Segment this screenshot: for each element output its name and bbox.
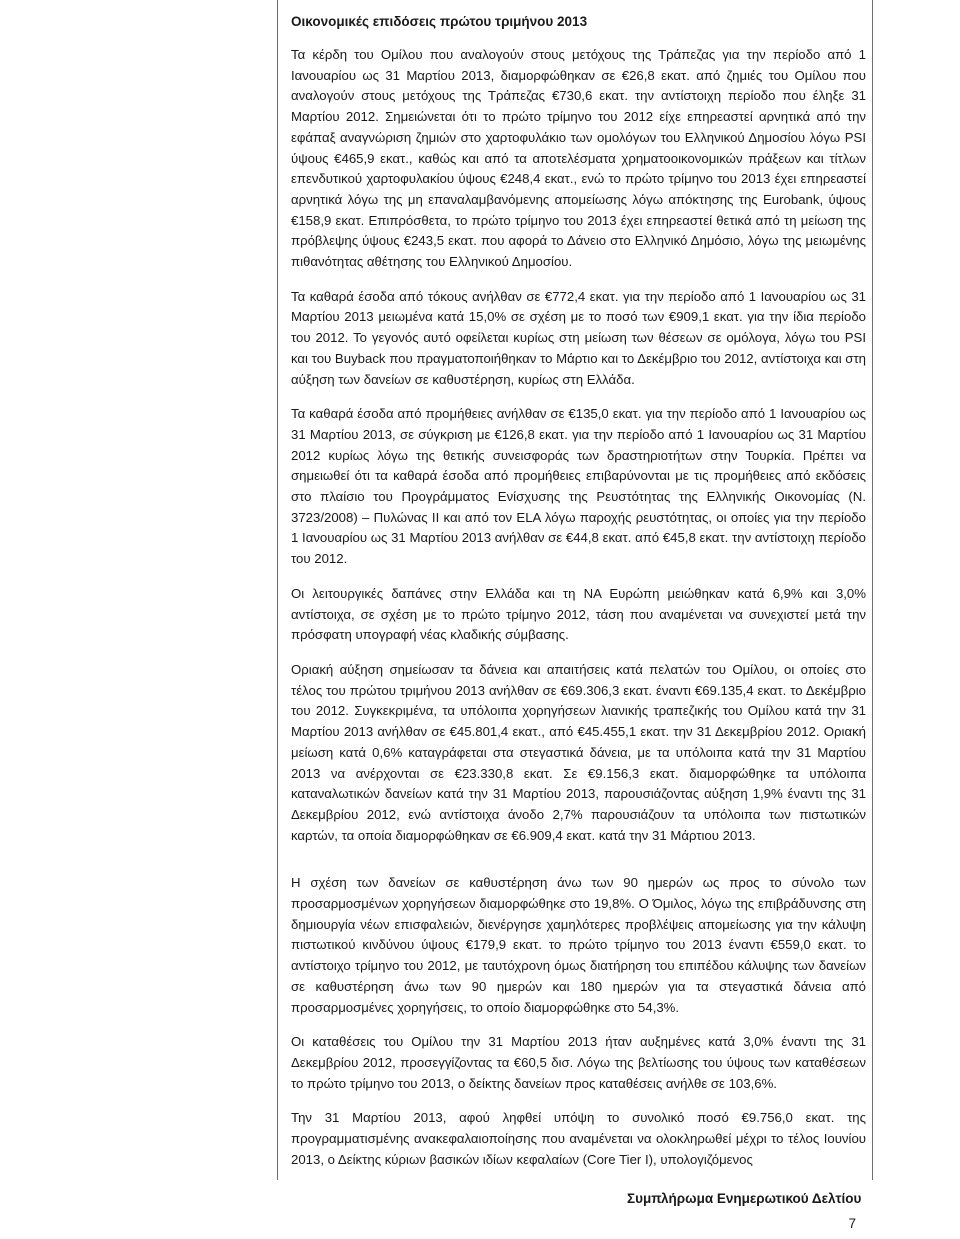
paragraph-capital: Την 31 Μαρτίου 2013, αφού ληφθεί υπόψη το συνολικό ποσό €9.756,0 εκατ. της προγραμματισμένης ανακεφαλαιοποίησης που αναμένεται να ολοκληρωθεί μέχρι το τέλος Ιουνίου 2013, ο Δείκτης κύριων βασικών ιδίων κεφαλαίων (Core Tier I), υπολογιζόμενος [291, 1110, 866, 1167]
paragraph-profits: Τα κέρδη του Ομίλου που αναλογούν στους μετόχους της Τράπεζας για την περίοδο από 1 Ιανουαρίου ως 31 Μαρτίου 2013, διαμορφώθηκαν σε €26,8 εκατ. από ζημιές του Ομίλου που αναλογούν στους μετόχους της Τράπεζας €730,6 εκατ. την αντίστοιχη περίοδο που έληξε 31 Μαρτίου 2012. Σημειώνεται ότι το πρώτο τρίμηνο του 2012 είχε επηρεαστεί αρνητικά από την εφάπαξ αναγνώριση ζημιών στο χαρτοφυλάκιο των ομολόγων του Ελληνικού Δημοσίου λόγω PSI ύψους €465,9 εκατ., καθώς και από τα αποτελέσματα χρηματοοικονομικών πράξεων και τίτλων επενδυτικού χαρτοφυλακίου ύψους €248,4 εκατ., ενώ το πρώτο τρίμηνο του 2013 έχει επηρεαστεί αρνητικά λόγω της μη επαναλαμβανόμενης απομείωσης λόγω απόκτησης της Eurobank, ύψους €158,9 εκατ. Επιπρόσθετα, το πρώτο τρίμηνο του 2013 έχει επηρεαστεί θετικά από τη μείωση της πρόβλεψης ύψους €243,5 εκατ. που αφορά το Δάνειο στο Ελληνικό Δημόσιο, λόγω της μειωμένης πιθανότητας αθέτησης του Ελληνικού Δημοσίου. [291, 47, 866, 270]
section-heading: Οικονομικές επιδόσεις πρώτου τριμήνου 2013 [291, 14, 588, 29]
paragraph-deposits: Οι καταθέσεις του Ομίλου την 31 Μαρτίου 2013 ήταν αυξημένες κατά 3,0% έναντι της 31 Δεκεμβρίου 2012, προσεγγίζοντας τα €60,5 δισ. Λόγω της βελτίωσης του ύψους των καταθέσεων το πρώτο τρίμηνο του 2013, ο δείκτης δανείων προς καταθέσεις ανήλθε σε 103,6%. [291, 1034, 866, 1091]
page-border-left [277, 0, 278, 1180]
paragraph-net-interest-income: Τα καθαρά έσοδα από τόκους ανήλθαν σε €772,4 εκατ. για την περίοδο από 1 Ιανουαρίου ως 31 Μαρτίου 2013 μειωμένα κατά 15,0% σε σχέση με το ποσό των €909,1 εκατ. για την ίδια περίοδο του 2012. Το γεγονός αυτό οφείλεται κυρίως στη μείωση των θέσεων σε ομόλογα, λόγω του PSI και του Buyback που πραγματοποιήθηκαν το Μάρτιο και το Δεκέμβριο του 2012, αντίστοιχα και στη αύξηση των δανείων σε καθυστέρηση, κυρίως στη Ελλάδα. [291, 288, 866, 387]
page-border-right [872, 0, 873, 1180]
footer-title: Συμπλήρωμα Ενημερωτικού Δελτίου [627, 1191, 862, 1206]
paragraph-operating-expenses: Οι λειτουργικές δαπάνες στην Ελλάδα και τη ΝΑ Ευρώπη μειώθηκαν κατά 6,9% και 3,0% αντίστοιχα, σε σχέση με το πρώτο τρίμηνο 2012, τάση που αναμένεται να συνεχιστεί μετά την πρόσφατη υπογραφή νέας κλαδικής σύμβασης. [291, 585, 866, 643]
document-body [291, 12, 866, 1184]
page-number: 7 [848, 1216, 856, 1231]
paragraph-loans: Οριακή αύξηση σημείωσαν τα δάνεια και απαιτήσεις κατά πελατών του Ομίλου, οι οποίες στο τέλος του πρώτου τριμήνου 2013 ανήλθαν σε €69.306,3 εκατ. έναντι €69.135,4 εκατ. το Δεκέμβριο του 2012. Συγκεκριμένα, τα υπόλοιπα χορηγήσεων λιανικής τραπεζικής του Ομίλου κατά την 31 Μαρτίου 2013 ανήλθαν σε €45.801,4 εκατ., από €45.455,1 εκατ. την 31 Δεκεμβρίου 2012. Οριακή μείωση κατά 0,6% καταγράφεται στα στεγαστικά δάνεια, με τα υπόλοιπα κατά την 31 Μαρτίου 2013 να ανέρχονται σε €23.330,8 εκατ. Σε €9.156,3 εκατ. διαμορφώθηκε τα υπόλοιπα καταναλωτικών δανείων κατά την 31 Μαρτίου 2013, παρουσιάζοντας αύξηση 1,9% έναντι της 31 Δεκεμβρίου 2012, ενώ αντίστοιχα άνοδο 2,7% παρουσιάζουν τα υπόλοιπα των πιστωτικών καρτών, τα οποία διαμορφώθηκαν σε €6.909,4 εκατ. κατά την 31 Μάρτιου 2013. [291, 661, 866, 843]
paragraph-non-performing-loans: Η σχέση των δανείων σε καθυστέρηση άνω των 90 ημερών ως προς το σύνολο των προσαρμοσμένων χορηγήσεων διαμορφώθηκε στο 19,8%. Ο Όμιλος, λόγω της επιβράδυνσης στη δημιουργία νέων επισφαλειών, διενέργησε χαμηλότερες προβλέψεις απομείωσης για την κάλυψη πιστωτικού κινδύνου ύψους €179,9 εκατ. το πρώτο τρίμηνο του 2013 έναντι €559,0 εκατ. το αντίστοιχο τρίμηνο του 2012, με ταυτόχρονη όμως διατήρηση του επιπέδου κάλυψης των δανείων σε καθυστέρηση άνω των 90 ημερών και 180 ημερών για τα στεγαστικά δάνεια από προσαρμοσμένες χορηγήσεις, το οποίο διαμορφώθηκε στο 54,3%. [291, 875, 866, 1015]
paragraph-net-fee-income: Τα καθαρά έσοδα από προμήθειες ανήλθαν σε €135,0 εκατ. για την περίοδο από 1 Ιανουαρίου ως 31 Μαρτίου 2013, σε σύγκριση με €126,8 εκατ. για την περίοδο από 1 Ιανουαρίου ως 31 Μαρτίου 2012 κυρίως λόγω της θετικής συνεισφοράς των δραστηριοτήτων στην Τουρκία. Πρέπει να σημειωθεί ότι τα καθαρά έσοδα από προμήθειες επιβαρύνονται με τις προμήθειες από εκδόσεις στο πλαίσιο του Προγράμματος Ενίσχυσης της Ρευστότητας της Ελληνικής Οικονομίας (Ν. 3723/2008) – Πυλώνας ΙΙ και από τον ELA λόγω παροχής ρευστότητας, οι οποίες για την περίοδο 1 Ιανουαρίου ως 31 Μαρτίου 2013 ανήλθαν σε €44,8 εκατ. από €45,8 εκατ. την αντίστοιχη περίοδο του 2012. [291, 406, 866, 567]
